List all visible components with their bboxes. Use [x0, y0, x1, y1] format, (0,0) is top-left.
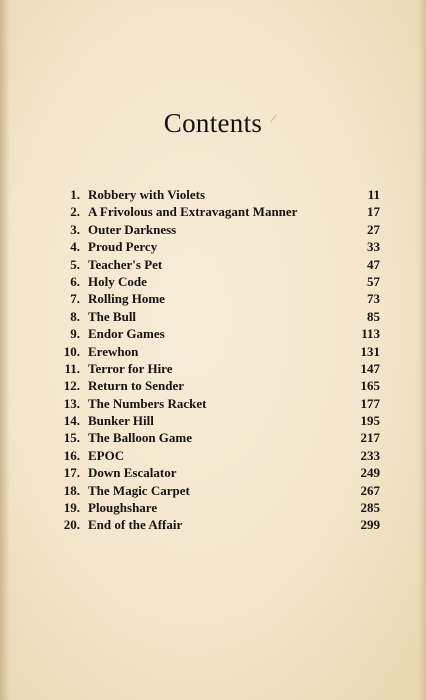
chapter-page-number: 195 [360, 413, 380, 429]
chapter-title: Robbery with Violets [88, 187, 205, 202]
chapter-number: 10. [63, 343, 80, 359]
chapter-number: 5. [70, 256, 80, 272]
chapter-title: Down Escalator [88, 465, 177, 481]
chapter-number: 19. [63, 500, 80, 516]
chapter-page-number: 73 [367, 291, 380, 307]
toc-entry [50, 290, 380, 307]
chapter-number: 14. [63, 413, 80, 429]
chapter-title: A Frivolous and Extravagant Manner [88, 204, 298, 220]
toc-entry [50, 308, 380, 325]
chapter-page-number: 17 [367, 204, 380, 220]
chapter-title: The Bull [88, 308, 137, 324]
chapter-number: 18. [63, 482, 80, 498]
chapter-title: Teacher's Pet [88, 256, 163, 272]
chapter-number: 1. [70, 187, 80, 202]
page-title: Contents [163, 108, 263, 138]
chapter-page-number: 217 [360, 430, 380, 446]
chapter-page-number: 57 [367, 273, 380, 289]
stray-pencil-mark: / [268, 111, 278, 128]
chapter-title: Ploughshare [88, 500, 158, 516]
chapter-page-number: 177 [360, 395, 380, 411]
chapter-page-number: 33 [367, 239, 380, 255]
toc-entry [50, 516, 380, 533]
chapter-number: 16. [63, 447, 80, 463]
chapter-title: Holy Code [88, 273, 147, 289]
toc-entry [50, 499, 380, 516]
toc-entry [50, 256, 380, 273]
page-shadow-right [418, 0, 426, 700]
toc-entry [50, 186, 380, 203]
chapter-number: 6. [70, 273, 80, 289]
chapter-page-number: 285 [360, 500, 380, 516]
toc-entry [50, 395, 380, 412]
toc-entry [50, 377, 380, 394]
chapter-page-number: 267 [360, 482, 380, 498]
toc-entry [50, 325, 380, 342]
chapter-page-number: 147 [360, 360, 380, 376]
toc-entry [50, 343, 380, 360]
chapter-number: 15. [63, 430, 80, 446]
chapter-number: 3. [70, 221, 80, 237]
chapter-title: Erewhon [88, 343, 139, 359]
chapter-number: 17. [63, 465, 80, 481]
chapter-number: 2. [70, 204, 80, 220]
chapter-title: Outer Darkness [88, 221, 177, 237]
chapter-page-number: 85 [367, 308, 380, 324]
toc-entry [50, 203, 380, 220]
table-of-contents [50, 186, 380, 534]
toc-entry [50, 221, 380, 238]
chapter-page-number: 131 [360, 343, 380, 359]
page-shadow-left [0, 0, 10, 700]
chapter-title: EPOC [88, 447, 125, 463]
toc-entry [50, 429, 380, 446]
toc-entry [50, 238, 380, 255]
chapter-title: Rolling Home [88, 291, 165, 307]
toc-entry [50, 464, 380, 481]
chapter-title: Endor Games [88, 326, 165, 342]
toc-entry [50, 273, 380, 290]
chapter-page-number: 113 [361, 326, 380, 342]
chapter-title: The Balloon Game [88, 430, 193, 446]
chapter-page-number: 165 [360, 378, 380, 394]
toc-entry [50, 447, 380, 464]
chapter-title: Proud Percy [88, 239, 158, 255]
chapter-page-number: 249 [360, 465, 380, 481]
chapter-page-number: 11 [367, 187, 380, 202]
chapter-title: End of the Affair [88, 517, 183, 533]
chapter-number: 20. [63, 517, 80, 533]
chapter-number: 11. [64, 360, 80, 376]
chapter-page-number: 47 [367, 256, 380, 272]
chapter-title: The Numbers Racket [88, 395, 207, 411]
chapter-title: The Magic Carpet [88, 482, 190, 498]
chapter-number: 12. [63, 378, 80, 394]
toc-entry [50, 482, 380, 499]
chapter-page-number: 233 [360, 447, 380, 463]
chapter-number: 13. [63, 395, 80, 411]
toc-entry [50, 412, 380, 429]
chapter-page-number: 27 [367, 221, 380, 237]
chapter-number: 7. [70, 291, 80, 307]
chapter-number: 4. [70, 239, 80, 255]
toc-entry [50, 360, 380, 377]
chapter-title: Terror for Hire [88, 360, 173, 376]
chapter-title: Return to Sender [88, 378, 185, 394]
chapter-page-number: 299 [360, 517, 380, 533]
chapter-number: 8. [70, 308, 80, 324]
chapter-title: Bunker Hill [88, 413, 154, 429]
chapter-number: 9. [70, 326, 80, 342]
